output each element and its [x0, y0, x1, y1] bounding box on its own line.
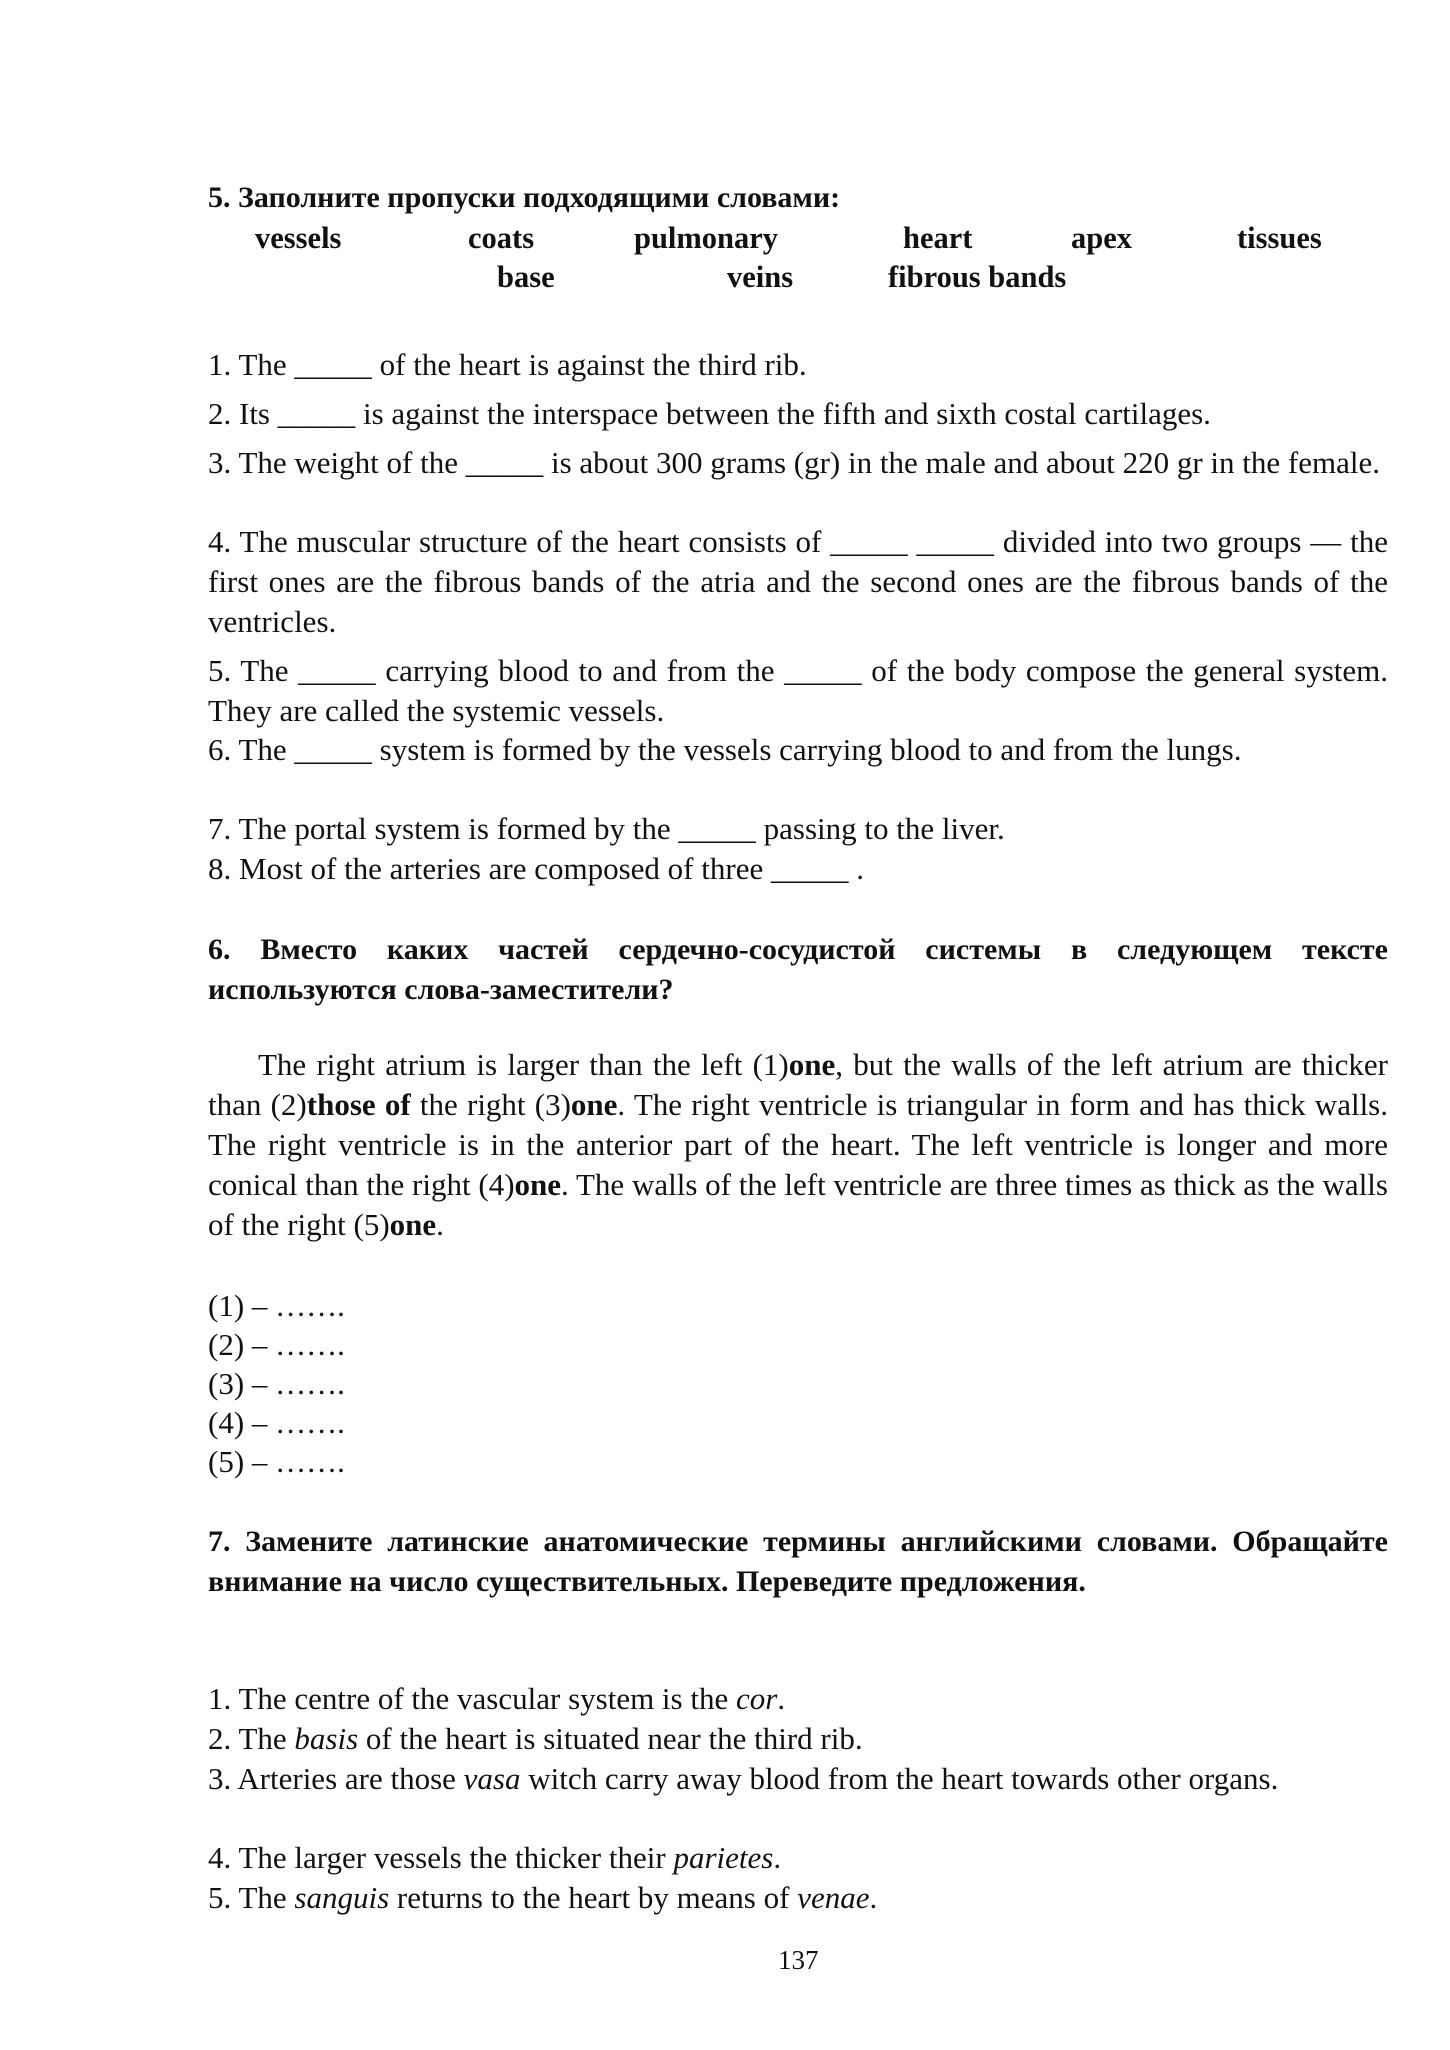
word-bank-base: base: [497, 260, 555, 294]
exercise-6-paragraph: [208, 1045, 1388, 1245]
latin-term: parietes: [673, 1840, 774, 1875]
page-number: 137: [778, 1945, 819, 1975]
exercise-6-title: 6. Вместо каких частей сердечно-сосудистой системы в следующем тексте используются слова-заместители?: [208, 933, 1388, 1006]
answer-line-3: (3) – …….: [208, 1366, 345, 1401]
item-text: returns to the heart by means of: [389, 1880, 798, 1915]
word-bank-apex: apex: [1071, 221, 1132, 255]
substitute-word-1: one: [788, 1047, 836, 1082]
answer-line-1: (1) – …….: [208, 1288, 345, 1323]
item-text: 1. The centre of the vascular system is the: [208, 1681, 736, 1716]
exercise-7-title: 7. Замените латинские анатомические термины английскими словами. Обращайте внимание на число существительных. Переведите предложения.: [208, 1525, 1388, 1598]
latin-term: sanguis: [294, 1880, 390, 1915]
latin-term: basis: [294, 1721, 359, 1756]
item-text: 3. Arteries are those: [208, 1761, 464, 1796]
exercise-5-item: 5. The _____ carrying blood to and from the _____ of the body compose the general system. They are called the systemic vessels.: [208, 653, 1388, 728]
exercise-5-item: 4. The muscular structure of the heart consists of _____ _____ divided into two groups — the first ones are the fibrous bands of the atria and the second ones are the fibrous bands of the ventricles.: [208, 524, 1388, 639]
item-text: .: [773, 1840, 782, 1875]
word-bank-vessels: vessels: [255, 221, 342, 255]
answer-line-2: (2) – …….: [208, 1327, 345, 1362]
exercise-5-item: 7. The portal system is formed by the _____ passing to the liver.: [208, 811, 1005, 846]
exercise-7-item: [208, 1878, 1388, 1918]
item-text: witch carry away blood from the heart towards other organs.: [520, 1761, 1279, 1796]
exercise-7-item: [208, 1759, 1388, 1799]
item-text: .: [869, 1880, 878, 1915]
word-bank-pulmonary: pulmonary: [634, 221, 779, 255]
item-text: .: [777, 1681, 786, 1716]
item-text: 5. The: [208, 1880, 295, 1915]
substitute-word-5: one: [389, 1207, 437, 1242]
paragraph-text: . The right ventricle is triangular in form and has thick walls. The right ventricle is in the anterior part of the heart. The left ventricle is longer and more conical than the right (4): [208, 1087, 1388, 1202]
paragraph-text: . The walls of the left ventricle are three times as thick as the walls of the right (5): [208, 1167, 1388, 1242]
paragraph-text: the right (3): [410, 1087, 571, 1122]
answer-line-5: (5) – …….: [208, 1444, 345, 1479]
word-bank-heart: heart: [903, 221, 973, 255]
exercise-7-item: [208, 1838, 1388, 1878]
exercise-5-item: 6. The _____ system is formed by the vessels carrying blood to and from the lungs.: [208, 732, 1242, 767]
item-text: 2. The: [208, 1721, 295, 1756]
substitute-word-4: one: [514, 1167, 562, 1202]
exercise-5-item: 2. Its _____ is against the interspace between the fifth and sixth costal cartilages.: [208, 396, 1211, 431]
item-text: of the heart is situated near the third rib.: [358, 1721, 863, 1756]
exercise-5-item: 8. Most of the arteries are composed of three _____ .: [208, 851, 864, 886]
exercise-7-item: [208, 1679, 1388, 1719]
latin-term: vasa: [463, 1761, 521, 1796]
substitute-word-3: one: [570, 1087, 618, 1122]
latin-term: venae: [797, 1880, 870, 1915]
paragraph-text: .: [436, 1207, 444, 1242]
exercise-6-answer-list: [208, 1286, 345, 1481]
substitute-word-2: those of: [306, 1087, 411, 1122]
answer-line-4: (4) – …….: [208, 1405, 345, 1440]
paragraph-text: The right atrium is larger than the left (1): [258, 1047, 789, 1082]
exercise-5-title: 5. Заполните пропуски подходящими словами:: [208, 181, 841, 214]
paragraph-text: , but the walls of the left atrium are thicker than (2): [208, 1047, 1388, 1122]
item-text: 4. The larger vessels the thicker their: [208, 1840, 674, 1875]
word-bank-fibrous-bands: fibrous bands: [888, 260, 1067, 294]
word-bank-veins: veins: [727, 260, 794, 294]
exercise-7-item: [208, 1719, 1388, 1759]
latin-term: cor: [735, 1681, 778, 1716]
exercise-5-item: 3. The weight of the _____ is about 300 grams (gr) in the male and about 220 gr in the female.: [208, 445, 1380, 480]
exercise-5-item: 1. The _____ of the heart is against the third rib.: [208, 347, 807, 382]
word-bank-tissues: tissues: [1237, 221, 1322, 255]
word-bank-coats: coats: [468, 221, 535, 255]
